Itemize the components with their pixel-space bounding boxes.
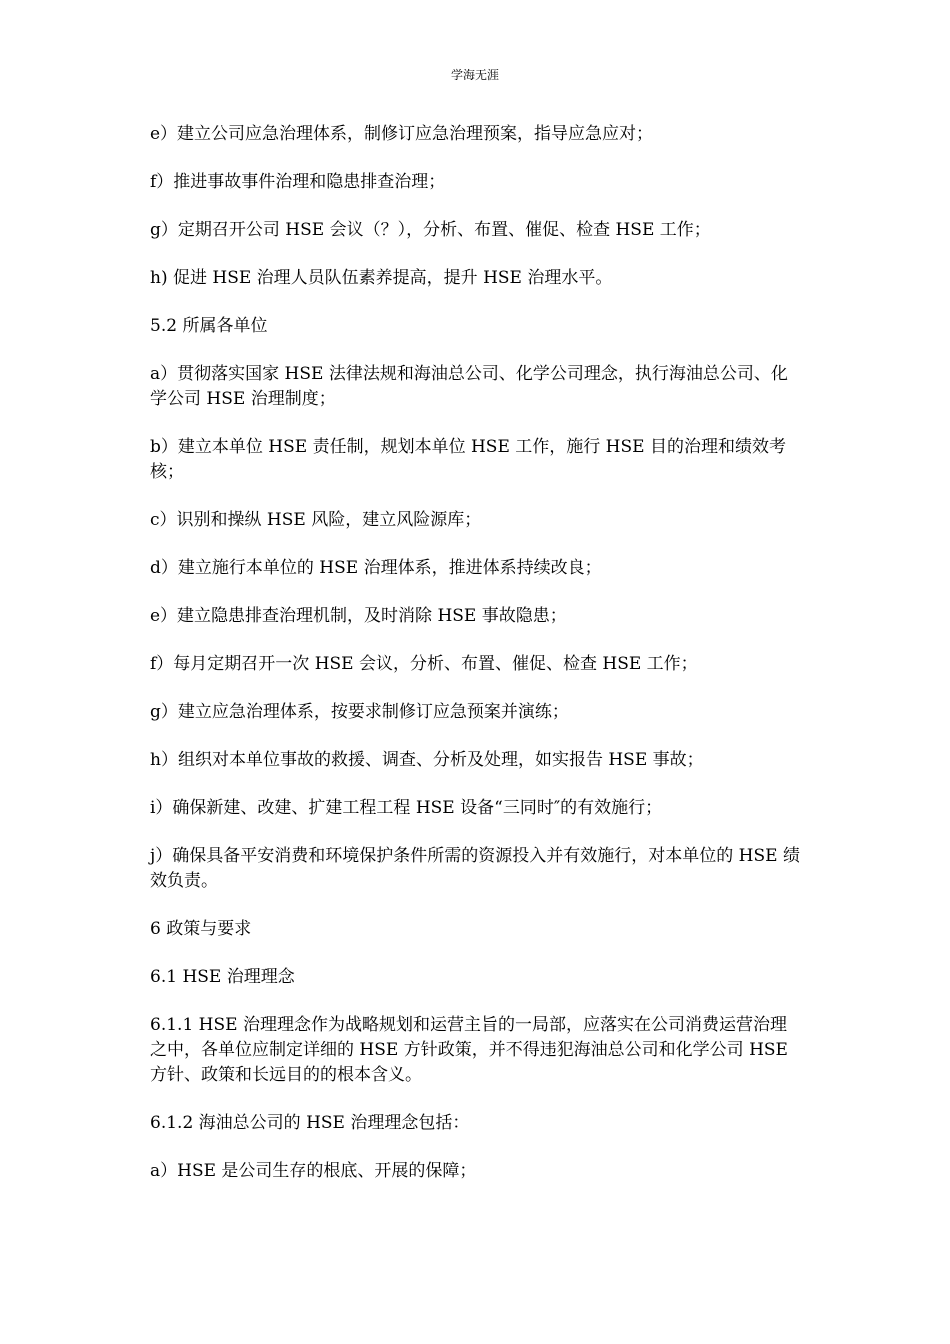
- section-heading-6: 6 政策与要求: [150, 919, 252, 939]
- paragraph-a-laws: a）贯彻落实国家 HSE 法律法规和海油总公司、化学公司理念，执行海油总公司、化学公司 HSE 治理制度；: [150, 364, 788, 409]
- paragraph-g-emergency-plan: g）建立应急治理体系，按要求制修订应急预案并演练；: [150, 702, 569, 722]
- paragraph-i-three-simultaneous: i）确保新建、改建、扩建工程工程 HSE 设备“三同时″的有效施行；: [150, 798, 663, 818]
- section-heading-5-2: 5.2 所属各单位: [150, 316, 268, 336]
- paragraph-j-resources: j）确保具备平安消费和环境保护条件所需的资源投入并有效施行，对本单位的 HSE 绩效负责。: [150, 846, 800, 891]
- page-header: 学海无涯: [450, 68, 499, 82]
- paragraph-b-responsibility: b）建立本单位 HSE 责任制，规划本单位 HSE 工作，施行 HSE 目的治理和绩效考核；: [150, 437, 786, 482]
- paragraph-a-foundation: a）HSE 是公司生存的根底、开展的保障；: [150, 1161, 477, 1181]
- paragraph-h-rescue: h）组织对本单位事故的救援、调查、分析及处理，如实报告 HSE 事故；: [150, 750, 704, 770]
- paragraph-e-hazard: e）建立隐患排查治理机制，及时消除 HSE 事故隐患；: [150, 606, 567, 626]
- paragraph-f-monthly-meeting: f）每月定期召开一次 HSE 会议，分析、布置、催促、检查 HSE 工作；: [150, 654, 698, 674]
- paragraph-d-system: d）建立施行本单位的 HSE 治理体系，推进体系持续改良；: [150, 558, 602, 578]
- paragraph-h-staff: h) 促进 HSE 治理人员队伍素养提高，提升 HSE 治理水平。: [150, 268, 613, 288]
- document-body: [150, 122, 800, 1207]
- paragraph-g-meeting: g）定期召开公司 HSE 会议（？），分析、布置、催促、检查 HSE 工作；: [150, 220, 711, 240]
- paragraph-6-1-2: 6.1.2 海油总公司的 HSE 治理理念包括：: [150, 1113, 470, 1133]
- paragraph-e-emergency: e）建立公司应急治理体系，制修订应急治理预案，指导应急应对；: [150, 124, 654, 144]
- section-heading-6-1: 6.1 HSE 治理理念: [150, 967, 295, 987]
- paragraph-f-accident: f）推进事故事件治理和隐患排查治理；: [150, 172, 446, 192]
- paragraph-6-1-1: 6.1.1 HSE 治理理念作为战略规划和运营主旨的一局部，应落实在公司消费运营治理之中，各单位应制定详细的 HSE 方针政策，并不得违犯海油总公司和化学公司 HSE 方针、政策和长远目的的根本含义。: [150, 1015, 788, 1085]
- paragraph-c-risk: c）识别和操纵 HSE 风险，建立风险源库；: [150, 510, 482, 530]
